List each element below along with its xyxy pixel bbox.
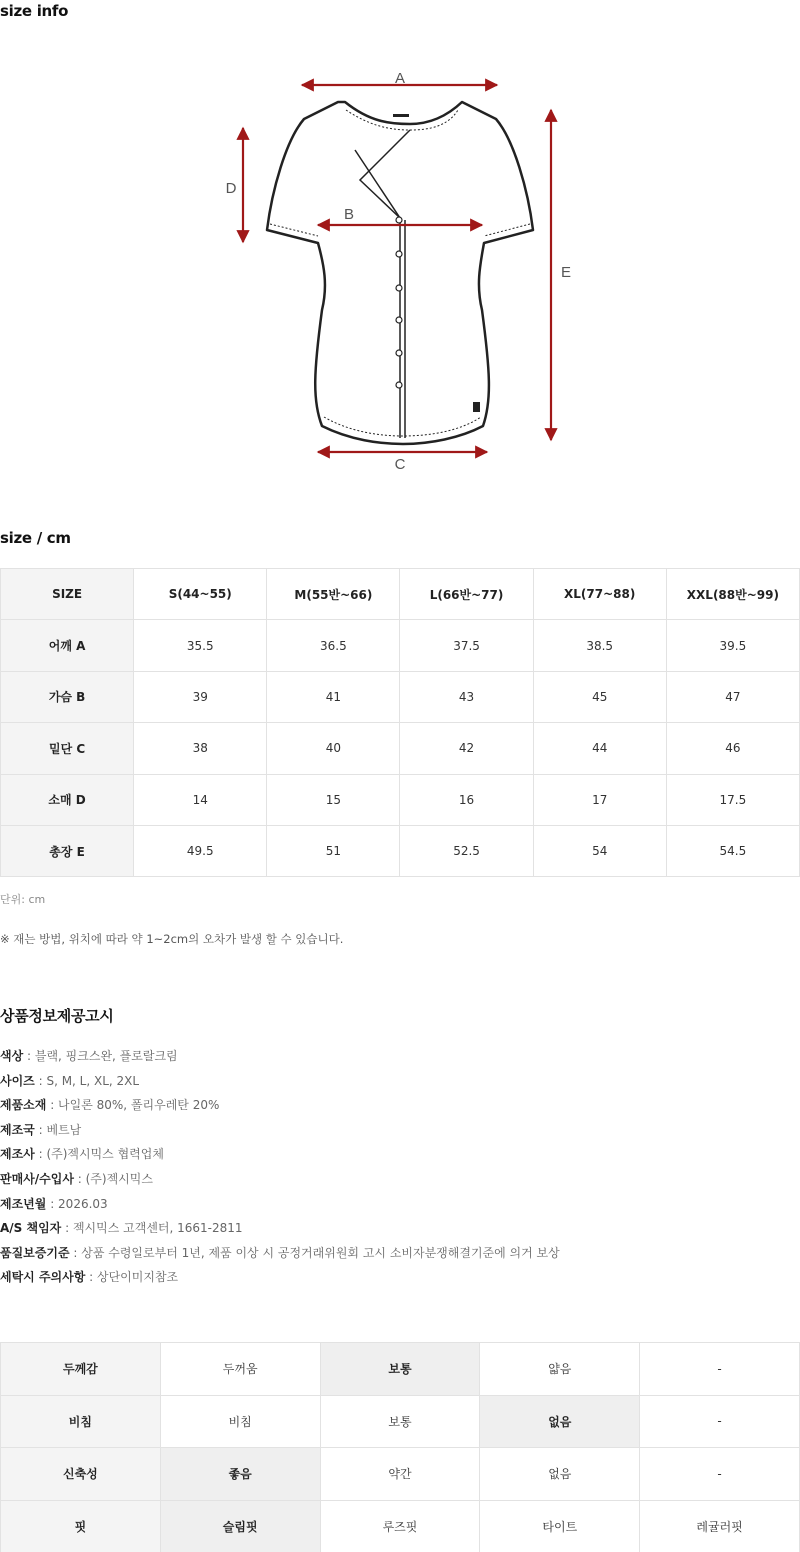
product-info-value: : 상단이미지참조 (85, 1270, 179, 1285)
size-value-cell: 49.5 (134, 825, 267, 876)
product-info-item (0, 1169, 560, 1194)
label-c: C (394, 456, 406, 473)
size-row-label: 소매 D (1, 774, 134, 825)
size-value-cell: 41 (267, 671, 400, 722)
size-value-cell: 40 (267, 723, 400, 774)
fit-row-label: 비침 (1, 1395, 161, 1448)
fit-option: 약간 (320, 1448, 480, 1501)
product-info-item (0, 1267, 560, 1292)
product-info-item (0, 1120, 560, 1145)
product-info-label: A/S 책임자 (0, 1221, 62, 1236)
label-d: D (225, 180, 237, 197)
size-value-cell: 39.5 (666, 620, 799, 671)
product-info-value: : S, M, L, XL, 2XL (34, 1073, 140, 1088)
size-value-cell: 46 (666, 723, 799, 774)
product-info-label: 판매사/수입사 (0, 1171, 74, 1186)
size-value-cell: 45 (533, 671, 666, 722)
label-b: B (343, 206, 355, 223)
neck-label (393, 114, 409, 117)
size-header-cell: XXL(88반~99) (666, 569, 799, 620)
fit-table-row (1, 1448, 800, 1501)
product-info-value: : 블랙, 핑크스완, 플로랄크림 (23, 1049, 178, 1063)
size-header-cell: L(66반~77) (400, 569, 533, 620)
size-row-label: 총장 E (1, 825, 134, 876)
size-value-cell: 47 (666, 671, 799, 722)
size-value-cell: 54 (533, 825, 666, 876)
size-value-cell: 38 (134, 723, 267, 774)
product-info-value: : 상품 수령일로부터 1년, 제품 이상 시 공정거래위원회 고시 소비자분쟁해결기준에 의거 보상 (69, 1245, 560, 1260)
fit-row-label: 신축성 (1, 1448, 161, 1501)
size-value-cell: 54.5 (666, 825, 799, 876)
size-row-label: 어깨 A (1, 620, 134, 671)
product-info-value: : (주)젝시믹스 협력업체 (34, 1147, 164, 1162)
size-info-title: size info (0, 2, 69, 20)
product-info-value: : 나일론 80%, 폴리우레탄 20% (46, 1098, 220, 1113)
size-value-cell: 38.5 (533, 620, 666, 671)
product-info-label: 제품소재 (0, 1098, 47, 1113)
size-table-row (1, 723, 800, 774)
fit-option: 루즈핏 (320, 1500, 480, 1552)
fit-option: 보통 (320, 1395, 480, 1448)
size-header-cell: SIZE (1, 569, 134, 620)
size-table-row (1, 774, 800, 825)
fit-table-row (1, 1343, 800, 1396)
size-value-cell: 35.5 (134, 620, 267, 671)
size-value-cell: 39 (134, 671, 267, 722)
size-header-cell: XL(77~88) (533, 569, 666, 620)
product-info-label: 사이즈 (0, 1073, 35, 1088)
size-value-cell: 42 (400, 723, 533, 774)
product-info-item (0, 1194, 560, 1219)
product-info-list (0, 1046, 560, 1292)
fit-table-row (1, 1500, 800, 1552)
logo-tag (473, 402, 480, 412)
fit-option: - (640, 1448, 800, 1501)
product-info-item (0, 1071, 560, 1096)
fit-option: 없음 (480, 1448, 640, 1501)
product-info-label: 색상 (0, 1049, 24, 1063)
product-info-item (0, 1144, 560, 1169)
size-value-cell: 51 (267, 825, 400, 876)
fit-option-selected: 슬림핏 (160, 1500, 320, 1552)
fit-option-selected: 좋음 (160, 1448, 320, 1501)
fit-option: - (640, 1395, 800, 1448)
product-info-item (0, 1046, 560, 1071)
size-cm-title: size / cm (0, 529, 71, 547)
fit-option: 타이트 (480, 1500, 640, 1552)
product-info-item (0, 1218, 560, 1243)
size-value-cell: 52.5 (400, 825, 533, 876)
unit-note: 단위: cm (0, 893, 46, 906)
measurement-error-note: ※ 재는 방법, 위치에 따라 약 1~2cm의 오차가 발생 할 수 있습니다. (0, 932, 344, 946)
size-header-cell: M(55반~66) (267, 569, 400, 620)
product-info-label: 제조년월 (0, 1196, 47, 1211)
size-row-label: 밑단 C (1, 723, 134, 774)
product-info-item (0, 1243, 560, 1268)
product-info-label: 품질보증기준 (0, 1245, 70, 1260)
fit-option: 레귤러핏 (640, 1500, 800, 1552)
product-info-value: : (주)젝시믹스 (73, 1171, 153, 1186)
garment-size-diagram (200, 40, 600, 490)
size-header-cell: S(44~55) (134, 569, 267, 620)
fit-option-selected: 보통 (320, 1343, 480, 1396)
fit-option: 얇음 (480, 1343, 640, 1396)
fit-table-row (1, 1395, 800, 1448)
fit-row-label: 핏 (1, 1500, 161, 1552)
product-info-value: : 베트남 (34, 1122, 82, 1137)
size-value-cell: 37.5 (400, 620, 533, 671)
product-info-label: 제조사 (0, 1147, 35, 1162)
size-value-cell: 15 (267, 774, 400, 825)
size-table-row (1, 620, 800, 671)
size-table-header (1, 569, 800, 620)
fit-table (0, 1342, 800, 1552)
product-info-label: 제조국 (0, 1122, 35, 1137)
product-info-value: : 젝시믹스 고객센터, 1661-2811 (61, 1221, 243, 1236)
label-a: A (394, 70, 406, 87)
label-e: E (560, 264, 572, 281)
fit-option: 두꺼움 (160, 1343, 320, 1396)
fit-option-selected: 없음 (480, 1395, 640, 1448)
size-table (0, 568, 800, 877)
product-notice-title: 상품정보제공고시 (0, 1007, 114, 1025)
size-table-row (1, 825, 800, 876)
product-info-item (0, 1095, 560, 1120)
fit-option: - (640, 1343, 800, 1396)
fit-option: 비침 (160, 1395, 320, 1448)
product-info-label: 세탁시 주의사항 (0, 1270, 86, 1285)
size-value-cell: 36.5 (267, 620, 400, 671)
product-info-value: : 2026.03 (46, 1196, 108, 1211)
fit-row-label: 두께감 (1, 1343, 161, 1396)
size-row-label: 가슴 B (1, 671, 134, 722)
size-value-cell: 44 (533, 723, 666, 774)
size-table-row (1, 671, 800, 722)
size-value-cell: 16 (400, 774, 533, 825)
size-value-cell: 17 (533, 774, 666, 825)
size-value-cell: 43 (400, 671, 533, 722)
size-value-cell: 17.5 (666, 774, 799, 825)
size-value-cell: 14 (134, 774, 267, 825)
